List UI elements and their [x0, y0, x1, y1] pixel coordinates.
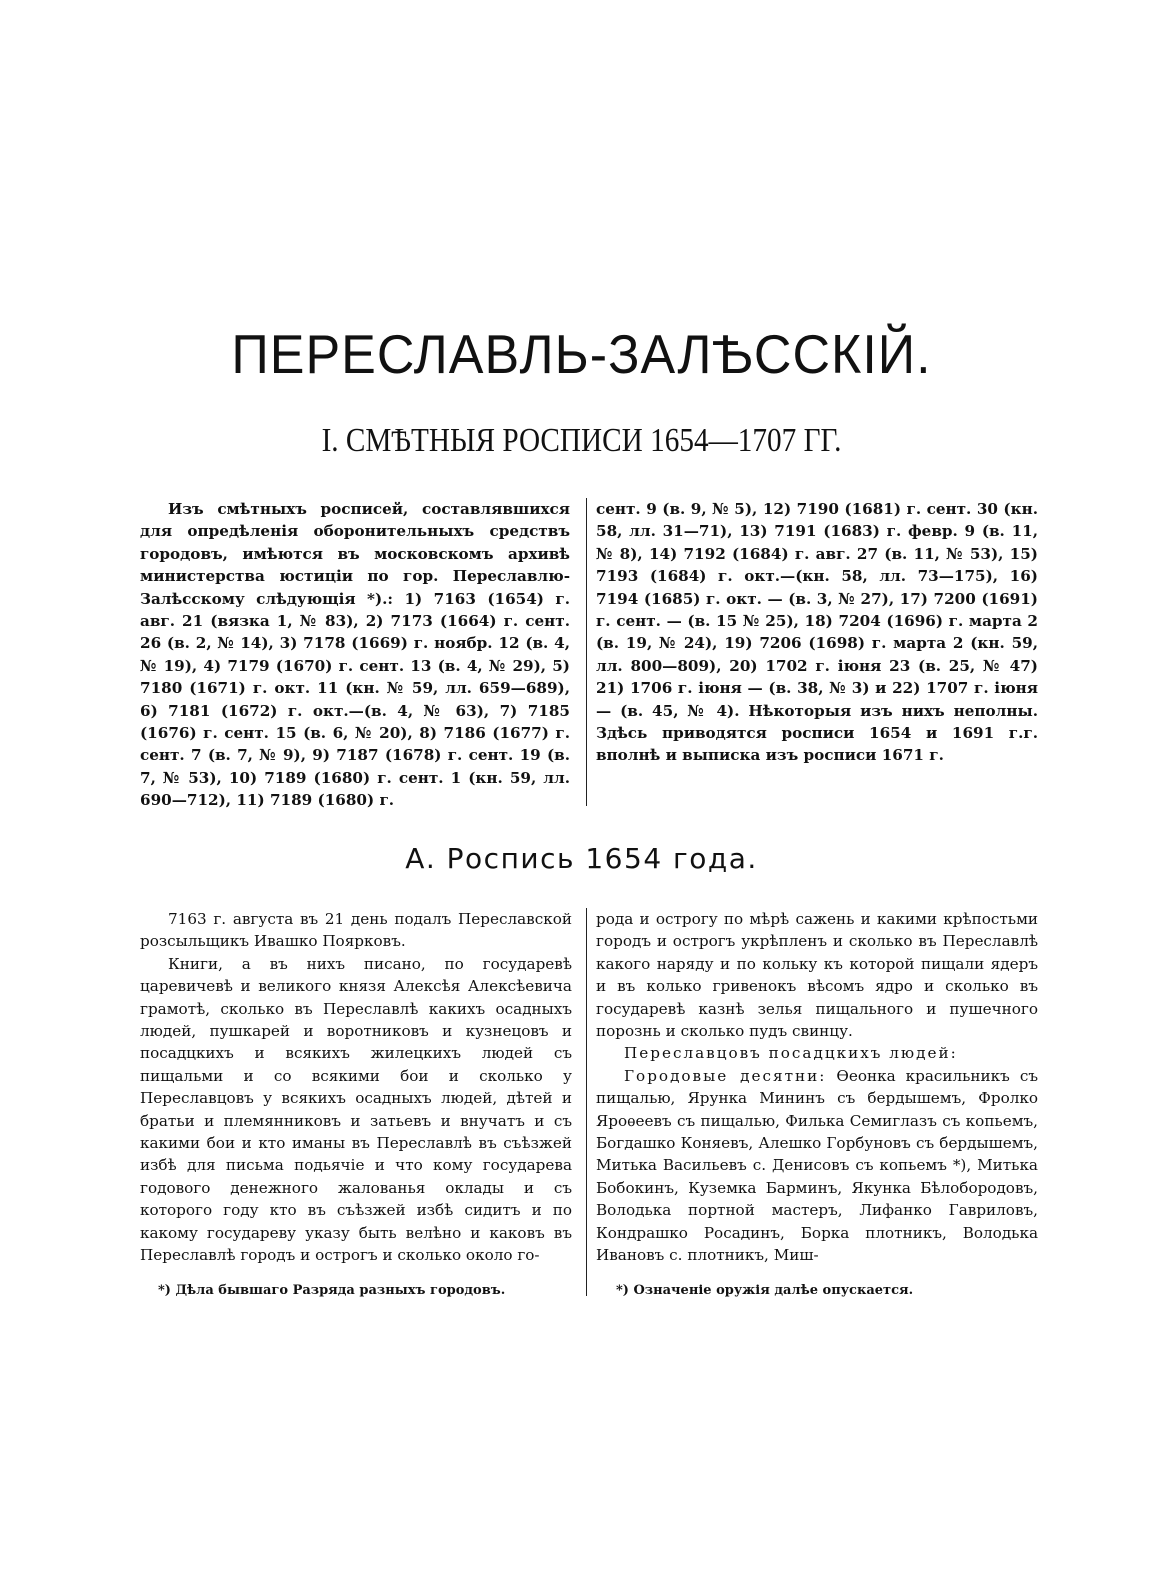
body-paragraph: рода и острогу по мѣрѣ сажень и какими крѣпостьми городъ и острогъ укрѣпленъ и сколько въ Переславлѣ какого наряду и по кольку къ которой пищали ядеръ и въ колько гривенокъ вѣсомъ ядро и сколько въ государевѣ казнѣ зелья пищального и пушечного порознь и сколько пудъ свинцу.	[596, 910, 1038, 1041]
intro-left-paragraph: Изъ смѣтныхъ росписей, составлявшихся для опредѣленія оборонительныхъ средствъ городовъ, имѣются въ московскомъ архивѣ министерства юстиціи по гор. Переславлю-Залѣсскому слѣдующія *).: 1) 7163 (1654) г. авг. 21 (вязка 1, № 83), 2) 7173 (1664) г. сент. 26 (в. 2, № 14), 3) 7178 (1669) г. ноябр. 12 (в. 4, № 19), 4) 7179 (1670) г. сент. 13 (в. 4, № 29), 5) 7180 (1671) г. окт. 11 (кн. № 59, лл. 659—689), 6) 7181 (1672) г. окт.—(в. 4, № 63), 7) 7185 (1676) г. сент. 15 (в. 6, № 20), 8) 7186 (1677) г. сент. 7 (в. 7, № 9), 9) 7187 (1678) г. сент. 19 (в. 7, № 53), 10) 7189 (1680) г. сент. 1 (кн. 59, лл. 690—712), 11) 7189 (1680) г.	[140, 500, 570, 810]
list-text: Ѳеонка красильникъ съ пищалью, Ярунка Мининъ съ бердышемъ, Фролко Яроѳеевъ съ пищалью, Филька Семиглазъ съ копьемъ, Богдашко Коняевъ, Алешко Горбуновъ съ бердышемъ, Митька Васильевъ с. Денисовъ съ копьемъ *), Митька Бобокинъ, Куземка Барминъ, Якунка Бѣлобородовъ, Володька портной мастеръ, Лифанко Гавриловъ, Кондрашко Росадинъ, Борка плотникъ, Володька Ивановъ с. плотникъ, Миш-	[596, 1066, 1038, 1265]
subsection-title: А. Роспись 1654 года.	[405, 842, 758, 875]
body-right-column	[596, 908, 1038, 1267]
intro-left-column	[140, 498, 570, 812]
body-left-column	[140, 908, 572, 1267]
body-paragraph: 7163 г. августа въ 21 день подалъ Переславской розсыльщикъ Ивашко Поярковъ.	[140, 910, 572, 951]
section-title: I. СМѢТНЫЯ РОСПИСИ 1654—1707 ГГ.	[321, 422, 842, 459]
page-title: ПЕРЕСЛАВЛЬ-ЗАЛѢССКIЙ.	[231, 324, 932, 386]
column-divider	[586, 498, 587, 806]
list-paragraph	[596, 1065, 1038, 1267]
intro-right-column	[596, 498, 1038, 767]
list-label: Городовые десятни:	[624, 1066, 827, 1085]
list-heading: Переславцовъ посадцкихъ людей:	[624, 1044, 958, 1063]
body-paragraph: Книги, а въ нихъ писано, по государевѣ царевичевѣ и великого князя Алексѣя Алексѣевича грамотѣ, сколько въ Переславлѣ какихъ осадныхъ людей, пушкарей и воротниковъ и кузнецовъ и посадцкихъ и всякихъ жилецкихъ людей съ пищальми и со всякими бои и сколько у Переславцовъ у всякихъ осадныхъ людей, дѣтей и братьи и племянниковъ и затьевъ и внучатъ и съ какими бои и кто иманы въ Переславлѣ въ съѣзжей избѣ для письма подьячіе и что кому государева годового денежного жалованья оклады и съ которого году кто въ съѣзжей избѣ сидитъ и по какому государеву указу быть велѣно и каковъ въ Переславлѣ городъ и острогъ и сколько около го-	[140, 954, 572, 1265]
footnote-right: *) Означеніе оружія далѣе опускается.	[616, 1283, 914, 1298]
column-divider	[586, 908, 587, 1296]
footnote-left: *) Дѣла бывшаго Разряда разныхъ городовъ.	[158, 1283, 506, 1298]
intro-right-paragraph: сент. 9 (в. 9, № 5), 12) 7190 (1681) г. сент. 30 (кн. 58, лл. 31—71), 13) 7191 (1683) г. февр. 9 (в. 11, № 8), 14) 7192 (1684) г. авг. 27 (в. 11, № 53), 15) 7193 (1684) г. окт.—(кн. 58, лл. 73—175), 16) 7194 (1685) г. окт. — (в. 3, № 27), 17) 7200 (1691) г. сент. — (в. 15 № 25), 18) 7204 (1696) г. марта 2 (в. 19, № 24), 19) 7206 (1698) г. марта 2 (кн. 59, лл. 800—809), 20) 1702 г. іюня 23 (в. 25, № 47) 21) 1706 г. іюня — (в. 38, № 3) и 22) 1707 г. іюня — (в. 45, № 4). Нѣкоторыя изъ нихъ неполны. Здѣсь приводятся росписи 1654 и 1691 г.г. вполнѣ и выписка изъ росписи 1671 г.	[596, 500, 1038, 765]
